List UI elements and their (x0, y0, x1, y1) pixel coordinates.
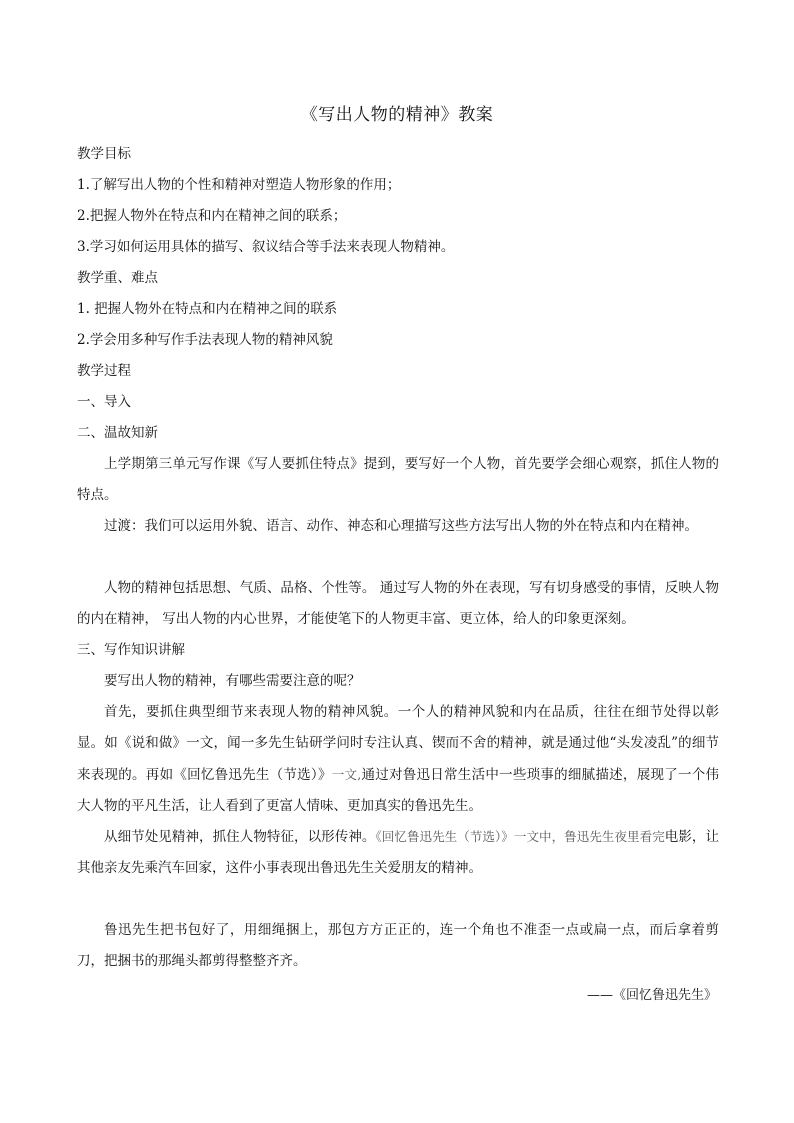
section-heading-review: 二、温故知新 (77, 425, 158, 441)
review-paragraph-3: 人物的精神包括思想、气质、品格、个性等。 通过写人物的外在表现，写有切身感受的事情，反映人物的内在精神， 写出人物的内心世界，才能使笔下的人物更丰富、更立体，给人的印象更深刻。 (77, 580, 719, 627)
writing-paragraph-details-text-b: 通过对鲁迅日常生活中一些琐事的细腻描述，展现了一个伟大人物的平凡生活，让人看到了更富人情味、更加真实的鲁迅先生。 (77, 767, 720, 814)
key-points-heading: 教学重、难点 (77, 270, 158, 286)
key-point-item-1: 1. 把握人物外在特点和内在精神之间的联系 (77, 301, 338, 317)
writing-paragraph-details-text-a: 首先，要抓住典型细节来表现人物的精神风貌。一个人的精神风貌和内在品质，往往在细节处得以彰显。如《说和做》一文，闻一多先生钻研学问时专注认真、锲而不舍的精神，就是通过他“头发凌乱”的细节来表现的。再如《回忆鲁迅先生（节选）》 (77, 704, 719, 783)
writing-paragraph-spirit-small: 《回忆鲁迅先生（节选）》一文中，鲁迅先生夜里看完 (375, 829, 665, 844)
teaching-goals-heading: 教学目标 (77, 146, 131, 162)
writing-question: 要写出人物的精神，有哪些需要注意的呢？ (104, 673, 361, 689)
goal-item-3: 3.学习如何运用具体的描写、叙议结合等手法来表现人物精神。 (77, 239, 455, 255)
teaching-process-heading: 教学过程 (77, 363, 131, 379)
writing-paragraph-spirit-text-b: 电影，让其他亲友先乘汽车回家，这件小事表现出鲁迅先生关爱朋友的精神。 (77, 829, 719, 876)
goal-item-2: 2.把握人物外在特点和内在精神之间的联系； (77, 208, 347, 224)
writing-paragraph-details (77, 697, 719, 822)
goal-item-1: 1.了解写出人物的个性和精神对塑造人物形象的作用； (77, 177, 401, 193)
section-heading-writing-knowledge: 三、写作知识讲解 (77, 642, 185, 658)
quote-attribution: ——《回忆鲁迅先生》 (586, 988, 717, 1003)
section-heading-intro: 一、导入 (77, 394, 131, 410)
key-point-item-2: 2.学会用多种写作手法表现人物的精神风貌 (77, 332, 333, 348)
quote-paragraph: 鲁迅先生把书包好了，用细绳捆上，那包方方正正的，连一个角也不准歪一点或扁一点，而后拿着剪刀，把捆书的那绳头都剪得整整齐齐。 (77, 922, 719, 969)
writing-paragraph-spirit-text-a: 从细节处见精神，抓住人物特征，以形传神。 (104, 829, 376, 845)
review-paragraph-1: 上学期第三单元写作课《写人要抓住特点》提到，要写好一个人物，首先要学会细心观察，抓住人物的特点。 (77, 456, 719, 503)
document-title: 《写出人物的精神》教案 (300, 105, 494, 125)
writing-paragraph-spirit (77, 821, 719, 884)
writing-paragraph-details-small: 一文, (331, 767, 362, 782)
review-paragraph-2: 过渡：我们可以运用外貌、语言、动作、神态和心理描写这些方法写出人物的外在特点和内在精神。 (104, 518, 698, 534)
